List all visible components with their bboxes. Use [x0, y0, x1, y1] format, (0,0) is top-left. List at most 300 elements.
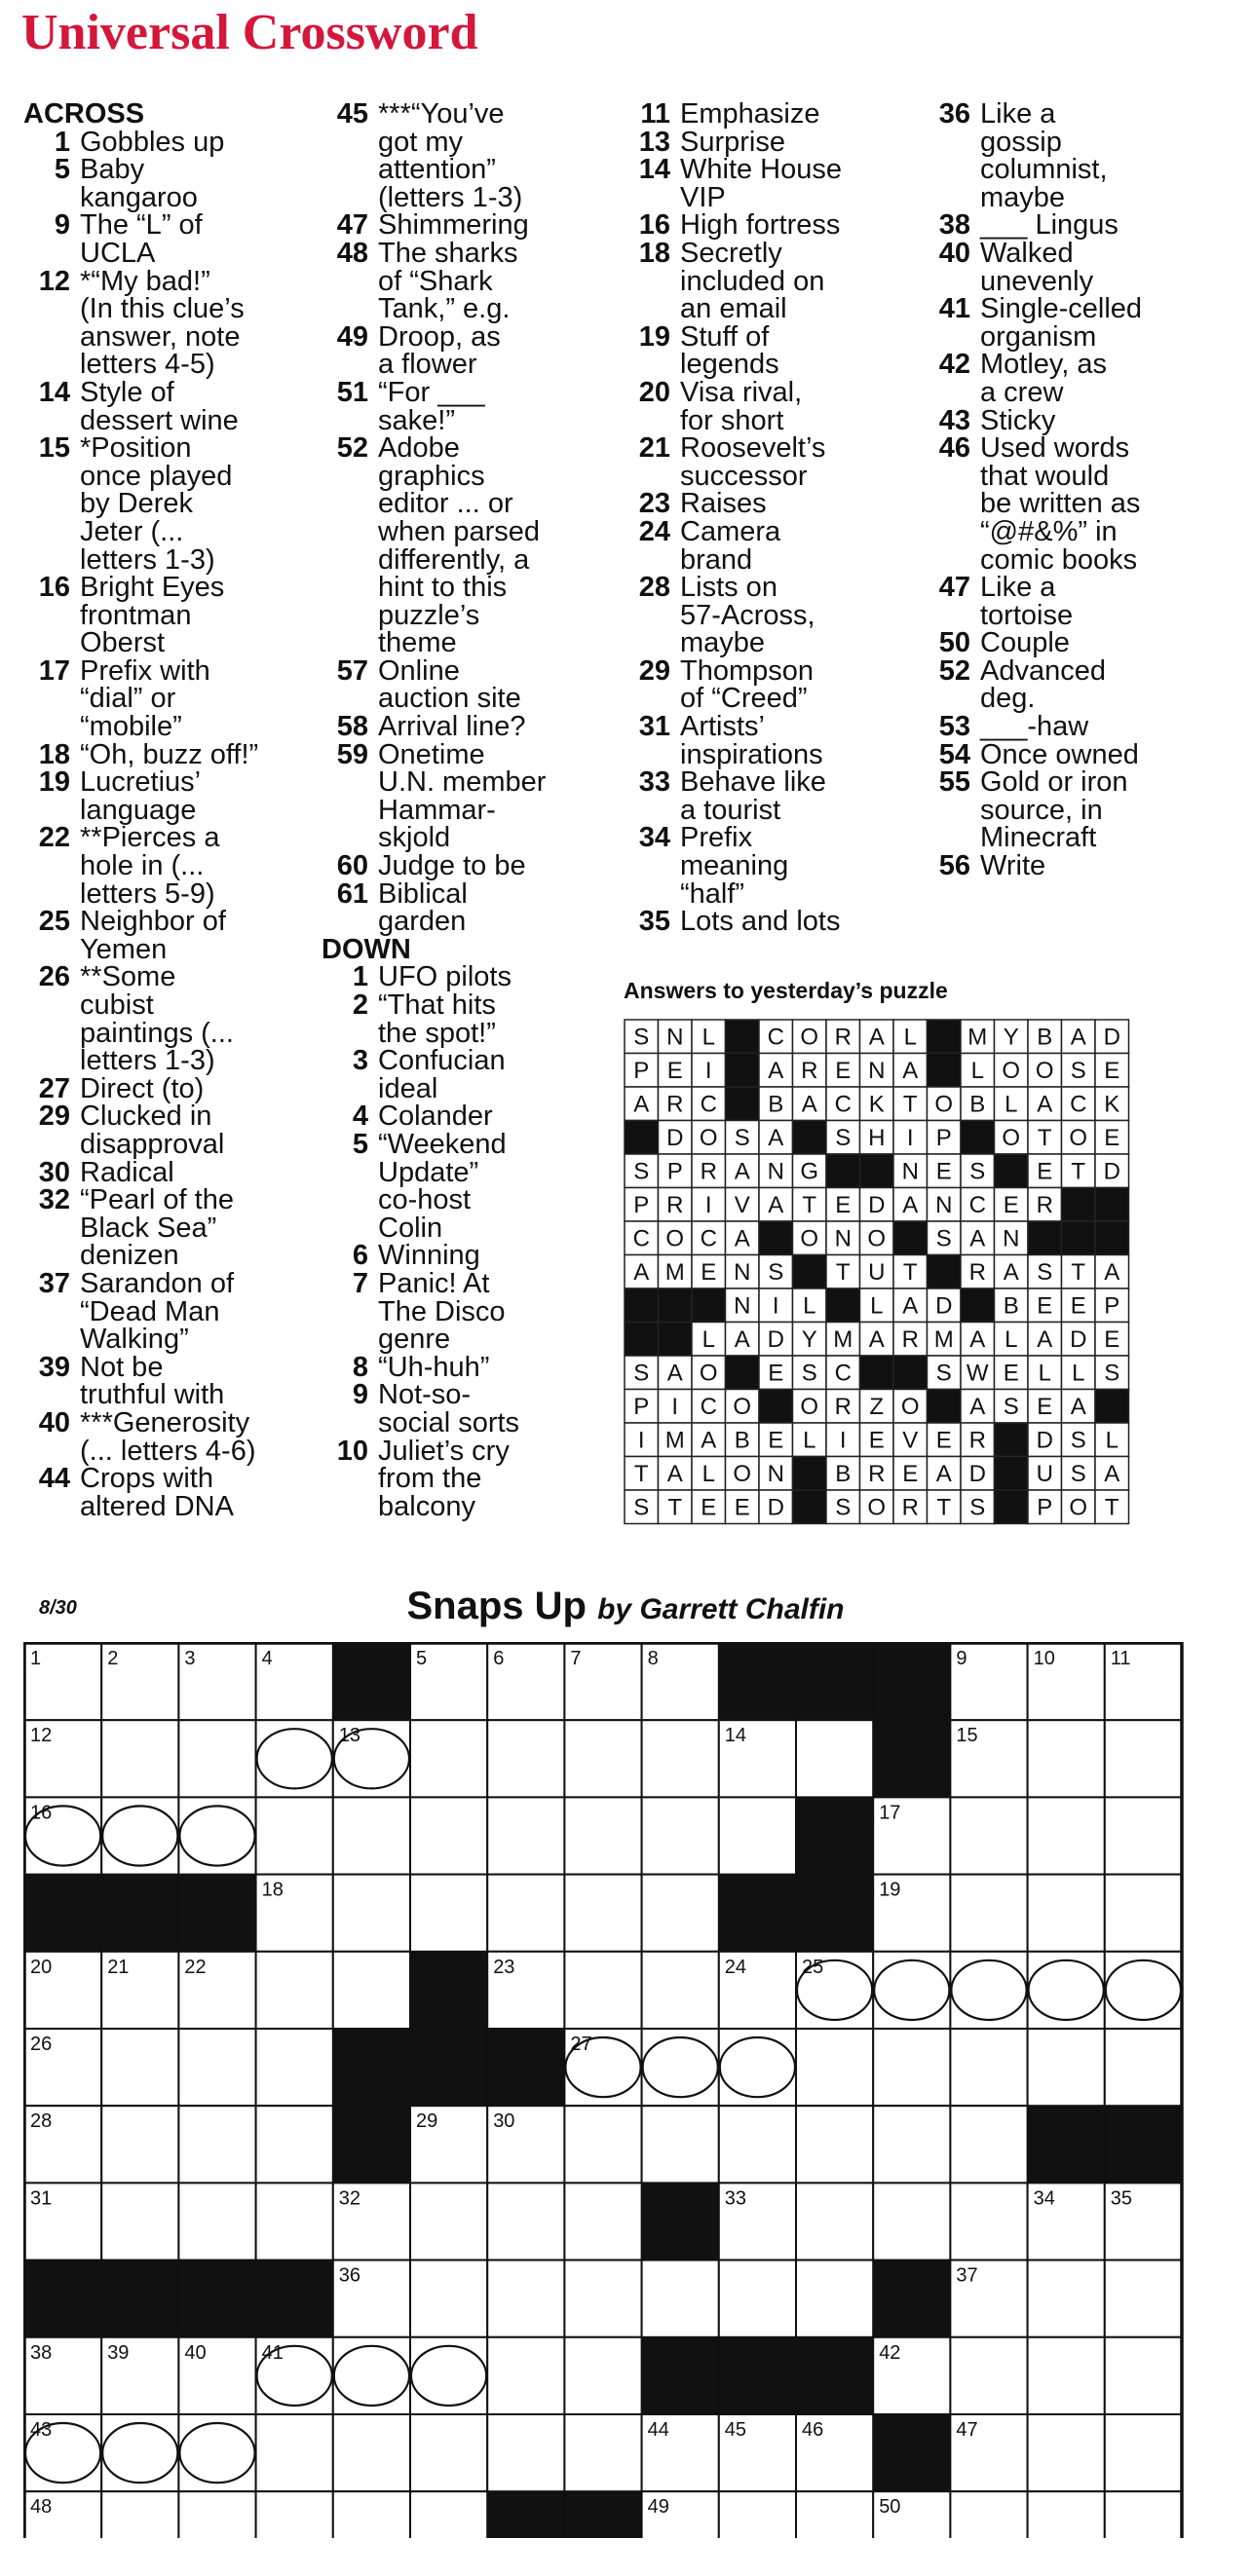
- clue-item: [624, 237, 916, 325]
- clue-number: 32: [38, 1184, 70, 1216]
- clue-item: [322, 376, 614, 436]
- clue-number: 49: [336, 320, 368, 353]
- answer-black-square: [659, 1288, 693, 1323]
- answer-letter: C: [700, 1393, 717, 1420]
- grid-cell[interactable]: [796, 2106, 873, 2183]
- cell-number: 2: [107, 1648, 119, 1669]
- grid-cell[interactable]: [256, 1720, 333, 1797]
- answer-black-square: [826, 1288, 860, 1323]
- grid-cell[interactable]: [178, 2029, 255, 2106]
- answer-letter: S: [835, 1124, 852, 1151]
- answer-letter: R: [834, 1024, 852, 1051]
- grid-cell[interactable]: [1028, 2337, 1105, 2414]
- grid-cell[interactable]: [950, 1952, 1027, 2029]
- black-square: [333, 2029, 410, 2106]
- clue-item: [924, 404, 1235, 436]
- grid-cell[interactable]: [1105, 1952, 1182, 2029]
- grid-cell[interactable]: [256, 1952, 333, 2029]
- answer-black-square: [961, 1121, 995, 1155]
- grid-cell[interactable]: [1028, 1797, 1105, 1874]
- black-square: [101, 2260, 178, 2337]
- cell-number: 31: [30, 2187, 53, 2210]
- answer-letter: T: [1071, 1258, 1086, 1286]
- clue-item: [322, 713, 614, 741]
- answer-letter: D: [1036, 1427, 1053, 1454]
- clue-text: Not be truthful with: [80, 1351, 225, 1411]
- grid-cell[interactable]: [564, 1720, 641, 1797]
- clue-text: Lists on 57-Across, maybe: [680, 572, 815, 659]
- answer-black-square: [995, 1457, 1029, 1491]
- grid-cell[interactable]: [564, 2106, 641, 2183]
- answer-letter: R: [1036, 1191, 1053, 1218]
- grid-cell[interactable]: [1028, 2260, 1105, 2337]
- clue-number: 48: [336, 237, 368, 269]
- answer-black-square: [1095, 1221, 1129, 1255]
- answer-black-square: [928, 1390, 962, 1424]
- grid-cell[interactable]: [333, 2337, 410, 2414]
- clue-number: 44: [38, 1463, 70, 1495]
- grid-cell[interactable]: [410, 1797, 487, 1874]
- answer-letter: N: [666, 1024, 684, 1051]
- answer-black-square: [928, 1020, 962, 1054]
- grid-cell[interactable]: [178, 1797, 255, 1874]
- clue-text: Behave like a tourist: [680, 766, 826, 826]
- grid-cell[interactable]: [564, 1797, 641, 1874]
- clue-text: *Position once played by Derek Jeter (... letters 1-3): [80, 432, 233, 576]
- cell-number: 35: [1110, 2187, 1133, 2210]
- grid-cell[interactable]: [410, 2491, 487, 2538]
- cell-number: 32: [338, 2187, 361, 2210]
- answer-black-square: [860, 1154, 894, 1188]
- grid-cell[interactable]: [333, 1797, 410, 1874]
- grid-cell[interactable]: [796, 2183, 873, 2259]
- clue-number: 15: [38, 432, 70, 465]
- grid-cell[interactable]: [178, 1720, 255, 1797]
- grid-cell[interactable]: [256, 2491, 333, 2538]
- black-square: [410, 2029, 487, 2106]
- grid-cell[interactable]: [333, 2491, 410, 2538]
- grid-cell[interactable]: [642, 2106, 719, 2183]
- grid-cell[interactable]: [1105, 1797, 1182, 1874]
- answer-letter: I: [637, 1427, 645, 1454]
- answer-letter: L: [1072, 1360, 1085, 1387]
- grid-cell[interactable]: [796, 2491, 873, 2538]
- clue-number: 30: [38, 1156, 70, 1188]
- grid-cell[interactable]: [796, 2260, 873, 2337]
- clue-text: Sarandon of “Dead Man Walking”: [80, 1267, 235, 1356]
- clue-number: 60: [336, 850, 368, 882]
- grid-cell[interactable]: [178, 2491, 255, 2538]
- grid-cell[interactable]: [873, 2183, 950, 2259]
- grid-cell[interactable]: [410, 2183, 487, 2259]
- grid-cell[interactable]: [1105, 1875, 1182, 1952]
- answer-letter: M: [664, 1427, 685, 1454]
- answer-letter: A: [666, 1360, 683, 1387]
- answer-letter: E: [734, 1494, 750, 1521]
- grid-cell[interactable]: [564, 1952, 641, 2029]
- answer-letter: L: [803, 1427, 816, 1454]
- crossword-grid[interactable]: [23, 1642, 1193, 2538]
- clue-text: Artists’ inspirations: [680, 711, 823, 770]
- answer-letter: P: [633, 1393, 650, 1420]
- grid-cell[interactable]: [796, 2029, 873, 2106]
- grid-cell[interactable]: [1028, 2491, 1105, 2538]
- grid-cell[interactable]: [873, 1952, 950, 2029]
- grid-cell[interactable]: [333, 2414, 410, 2491]
- answer-letter: T: [633, 1460, 649, 1487]
- grid-cell[interactable]: [410, 1720, 487, 1797]
- grid-cell[interactable]: [642, 2260, 719, 2337]
- answer-letter: Z: [869, 1393, 885, 1420]
- clue-number: 13: [638, 126, 670, 158]
- grid-cell[interactable]: [487, 1797, 564, 1874]
- clue-text: “Weekend Update” co-host Colin: [378, 1128, 507, 1244]
- answer-black-square: [1062, 1221, 1096, 1255]
- grid-cell[interactable]: [873, 2029, 950, 2106]
- grid-cell[interactable]: [719, 2491, 796, 2538]
- answer-letter: V: [902, 1427, 919, 1454]
- grid-cell[interactable]: [950, 2029, 1027, 2106]
- clue-item: [624, 100, 916, 129]
- clue-number: 6: [352, 1240, 368, 1272]
- answer-letter: P: [935, 1124, 952, 1151]
- clue-text: Style of dessert wine: [80, 376, 239, 436]
- grid-cell[interactable]: [410, 2260, 487, 2337]
- clue-item: [322, 1381, 614, 1437]
- answer-letter: M: [664, 1258, 685, 1286]
- across-header: ACROSS: [23, 98, 145, 130]
- clue-item: [624, 824, 916, 908]
- clue-item: [624, 211, 916, 240]
- black-square: [564, 2491, 641, 2538]
- cell-number: 47: [956, 2419, 978, 2441]
- cell-number: 30: [493, 2110, 515, 2133]
- clue-number: 16: [638, 209, 670, 242]
- grid-cell[interactable]: [719, 2260, 796, 2337]
- answer-letter: E: [768, 1360, 784, 1387]
- black-square: [178, 1875, 255, 1952]
- clue-number: 38: [938, 209, 970, 242]
- clue-item: [322, 434, 614, 657]
- clue-item: [23, 126, 306, 158]
- cell-number: 15: [956, 1725, 978, 1747]
- clue-item: [924, 295, 1235, 351]
- grid-cell[interactable]: [410, 2337, 487, 2414]
- clue-text: The “L” of UCLA: [80, 209, 203, 269]
- answer-letter: R: [901, 1325, 919, 1353]
- grid-cell[interactable]: [256, 1797, 333, 1874]
- clue-item: [322, 963, 614, 991]
- clue-text: “Pearl of the Black Sea” denizen: [80, 1184, 234, 1272]
- answer-letter: K: [1104, 1091, 1120, 1118]
- answer-letter: T: [1037, 1124, 1052, 1151]
- answer-black-square: [893, 1221, 928, 1255]
- answer-letter: L: [1005, 1091, 1018, 1118]
- cell-number: 9: [956, 1648, 967, 1669]
- black-square: [873, 1720, 950, 1797]
- clue-number: 42: [938, 349, 970, 381]
- clue-item: [322, 100, 614, 211]
- clue-text: High fortress: [680, 209, 841, 242]
- black-square: [178, 2260, 255, 2337]
- answer-letter: I: [671, 1393, 679, 1420]
- grid-cell[interactable]: [950, 1875, 1027, 1952]
- cell-number: 36: [338, 2264, 361, 2287]
- clue-text: Lucretius’ language: [80, 766, 202, 826]
- answer-letter: A: [768, 1191, 784, 1218]
- clue-item: [924, 434, 1235, 574]
- answer-letter: R: [666, 1091, 684, 1118]
- clue-number: 29: [38, 1101, 70, 1133]
- clue-item: [624, 768, 916, 824]
- clue-number: 25: [38, 906, 70, 938]
- cell-number: 38: [30, 2341, 53, 2364]
- clue-number: 40: [38, 1406, 70, 1438]
- answer-letter: L: [903, 1024, 917, 1051]
- answer-black-square: [793, 1121, 827, 1155]
- clue-text: Gobbles up: [80, 126, 225, 158]
- clue-text: Not-so- social sorts: [378, 1379, 520, 1438]
- clue-item: [322, 654, 614, 715]
- clue-item: [624, 654, 916, 715]
- clue-number: 20: [638, 376, 670, 408]
- grid-cell[interactable]: [1028, 1720, 1105, 1797]
- answer-letter: T: [902, 1258, 918, 1286]
- grid-cell[interactable]: [101, 1720, 178, 1797]
- answer-letter: M: [833, 1325, 853, 1353]
- grid-cell[interactable]: [487, 2260, 564, 2337]
- grid-cell[interactable]: [950, 2106, 1027, 2183]
- clue-column-3: [624, 100, 916, 936]
- answer-letter: T: [835, 1258, 851, 1286]
- clue-number: 18: [638, 237, 670, 269]
- grid-cell[interactable]: [101, 2183, 178, 2259]
- clue-item: [924, 237, 1235, 297]
- answer-letter: B: [835, 1460, 852, 1487]
- black-square: [410, 1952, 487, 2029]
- cell-number: 21: [107, 1956, 130, 1978]
- grid-cell[interactable]: [1028, 1952, 1105, 2029]
- grid-cell[interactable]: [642, 1952, 719, 2029]
- answer-letter: S: [633, 1158, 650, 1185]
- answer-letter: A: [935, 1460, 952, 1487]
- grid-cell[interactable]: [796, 1720, 873, 1797]
- black-square: [719, 1643, 796, 1720]
- grid-cell[interactable]: [564, 2337, 641, 2414]
- grid-cell[interactable]: [101, 2491, 178, 2538]
- clue-text: Prefix with “dial” or “mobile”: [80, 654, 210, 743]
- answer-letter: T: [667, 1494, 683, 1521]
- answer-letter: R: [700, 1158, 717, 1185]
- grid-cell[interactable]: [950, 2337, 1027, 2414]
- grid-cell[interactable]: [1105, 2337, 1182, 2414]
- clue-item: [322, 852, 614, 880]
- grid-cell[interactable]: [642, 1797, 719, 1874]
- grid-cell[interactable]: [410, 2414, 487, 2491]
- answer-letter: D: [1103, 1024, 1120, 1051]
- clue-text: Thompson of “Creed”: [680, 654, 815, 715]
- answer-letter: R: [666, 1191, 684, 1218]
- cell-number: 10: [1033, 1648, 1055, 1669]
- answer-letter: A: [1037, 1091, 1053, 1118]
- answer-letter: N: [935, 1191, 953, 1218]
- cell-number: 27: [570, 2034, 592, 2055]
- grid-cell[interactable]: [256, 2029, 333, 2106]
- answer-letter: E: [701, 1494, 717, 1521]
- answer-letter: P: [633, 1191, 650, 1218]
- grid-cell[interactable]: [1105, 2260, 1182, 2337]
- cell-number: 46: [802, 2419, 824, 2441]
- clue-item: [23, 1102, 306, 1158]
- cell-number: 28: [30, 2110, 53, 2133]
- grid-cell[interactable]: [1028, 2414, 1105, 2491]
- clue-text: Adobe graphics editor ... or when parsed differently, a hint to this puzzle’s theme: [378, 432, 541, 659]
- clue-number: 3: [352, 1045, 368, 1077]
- clue-text: “For ___ sake!”: [378, 376, 485, 436]
- grid-cell[interactable]: [950, 2491, 1027, 2538]
- clue-text: ___-haw: [980, 711, 1089, 743]
- answer-black-square: [826, 1154, 860, 1188]
- grid-cell[interactable]: [1105, 1720, 1182, 1797]
- clue-item: [322, 1047, 614, 1102]
- grid-cell[interactable]: [642, 1720, 719, 1797]
- grid-cell[interactable]: [719, 2106, 796, 2183]
- clue-item: [322, 991, 614, 1047]
- cell-number: 45: [724, 2419, 747, 2441]
- answer-letter: N: [767, 1460, 784, 1487]
- clue-number: 41: [938, 293, 970, 325]
- grid-cell[interactable]: [410, 1875, 487, 1952]
- grid-cell[interactable]: [719, 1797, 796, 1874]
- grid-cell[interactable]: [333, 1875, 410, 1952]
- answer-black-square: [860, 1356, 894, 1390]
- answer-letter: E: [1037, 1158, 1053, 1185]
- grid-cell[interactable]: [101, 1797, 178, 1874]
- grid-cell[interactable]: [1105, 2414, 1182, 2491]
- grid-cell[interactable]: [333, 1952, 410, 2029]
- answer-letter: O: [800, 1024, 819, 1051]
- answer-letter: N: [734, 1292, 751, 1320]
- clue-text: **Pierces a hole in (... letters 5-9): [80, 822, 220, 910]
- cell-number: 49: [647, 2496, 669, 2519]
- clue-number: 10: [336, 1435, 368, 1467]
- answer-letter: R: [801, 1057, 818, 1084]
- clue-text: Baby kangaroo: [80, 154, 198, 213]
- grid-cell[interactable]: [256, 2414, 333, 2491]
- clue-text: Emphasize: [680, 98, 820, 130]
- grid-cell[interactable]: [564, 1875, 641, 1952]
- grid-cell[interactable]: [101, 2414, 178, 2491]
- answer-letter: C: [834, 1360, 852, 1387]
- clue-number: 33: [638, 766, 670, 799]
- grid-cell[interactable]: [487, 1720, 564, 1797]
- clue-number: 7: [352, 1267, 368, 1299]
- clue-number: 14: [38, 376, 70, 408]
- clue-text: UFO pilots: [378, 961, 512, 993]
- grid-cell[interactable]: [1028, 1875, 1105, 1952]
- grid-cell[interactable]: [101, 2106, 178, 2183]
- grid-cell[interactable]: [256, 2106, 333, 2183]
- answer-letter: K: [868, 1091, 885, 1118]
- answer-letter: S: [1104, 1360, 1120, 1387]
- grid-cell[interactable]: [642, 2029, 719, 2106]
- clue-number: 5: [54, 154, 70, 186]
- grid-cell[interactable]: [642, 1875, 719, 1952]
- grid-cell[interactable]: [178, 2183, 255, 2259]
- answer-letter: L: [1105, 1427, 1118, 1454]
- cell-number: 33: [724, 2187, 747, 2210]
- clue-text: Online auction site: [378, 654, 521, 715]
- answer-letter: L: [870, 1292, 884, 1320]
- answer-letter: O: [934, 1091, 954, 1118]
- answer-letter: E: [1104, 1325, 1120, 1353]
- clue-number: 19: [38, 766, 70, 799]
- grid-cell[interactable]: [1028, 2029, 1105, 2106]
- answer-letter: L: [1038, 1360, 1051, 1387]
- answer-letter: E: [701, 1258, 717, 1286]
- clue-number: 53: [938, 711, 970, 743]
- grid-cell[interactable]: [256, 2183, 333, 2259]
- grid-cell[interactable]: [1105, 2029, 1182, 2106]
- answer-black-square: [726, 1356, 760, 1390]
- clue-number: 40: [938, 237, 970, 269]
- grid-cell[interactable]: [101, 2029, 178, 2106]
- grid-cell[interactable]: [564, 2183, 641, 2259]
- clue-number: 5: [352, 1128, 368, 1160]
- answer-black-square: [793, 1255, 827, 1289]
- grid-cell[interactable]: [950, 2183, 1027, 2259]
- clue-number: 52: [938, 654, 970, 687]
- clue-item: [924, 654, 1235, 715]
- grid-cell[interactable]: [178, 2106, 255, 2183]
- grid-cell[interactable]: [178, 2414, 255, 2491]
- answer-letter: U: [868, 1258, 886, 1286]
- cell-number: 17: [879, 1802, 901, 1824]
- grid-cell[interactable]: [487, 2414, 564, 2491]
- clue-number: 59: [336, 738, 368, 770]
- clue-number: 22: [38, 822, 70, 854]
- clue-item: [322, 1437, 614, 1521]
- grid-cell[interactable]: [950, 1797, 1027, 1874]
- clue-text: ***Generosity (... letters 4-6): [80, 1406, 256, 1467]
- answer-letter: E: [1037, 1393, 1053, 1420]
- answer-letter: E: [1037, 1292, 1053, 1320]
- clue-number: 39: [38, 1351, 70, 1383]
- cell-number: 18: [261, 1879, 284, 1901]
- grid-cell[interactable]: [487, 2337, 564, 2414]
- grid-cell[interactable]: [564, 2260, 641, 2337]
- grid-cell[interactable]: [873, 2106, 950, 2183]
- black-square: [796, 1797, 873, 1874]
- clue-item: [23, 1351, 306, 1411]
- puzzle-byline: by Garrett Chalfin: [597, 1593, 845, 1625]
- clue-item: [924, 713, 1235, 741]
- grid-cell[interactable]: [1105, 2491, 1182, 2538]
- grid-cell[interactable]: [719, 2029, 796, 2106]
- answer-letter: T: [902, 1091, 918, 1118]
- answer-letter: E: [666, 1057, 683, 1084]
- grid-cell[interactable]: [564, 2414, 641, 2491]
- grid-cell[interactable]: [487, 1875, 564, 1952]
- cell-number: 25: [802, 1956, 824, 1978]
- answer-letter: S: [1037, 1258, 1053, 1286]
- answer-letter: A: [868, 1024, 885, 1051]
- black-square: [642, 2183, 719, 2259]
- clue-item: [322, 1102, 614, 1131]
- clue-text: Motley, as a crew: [980, 349, 1108, 408]
- answer-letter: D: [935, 1292, 953, 1320]
- grid-cell[interactable]: [487, 2183, 564, 2259]
